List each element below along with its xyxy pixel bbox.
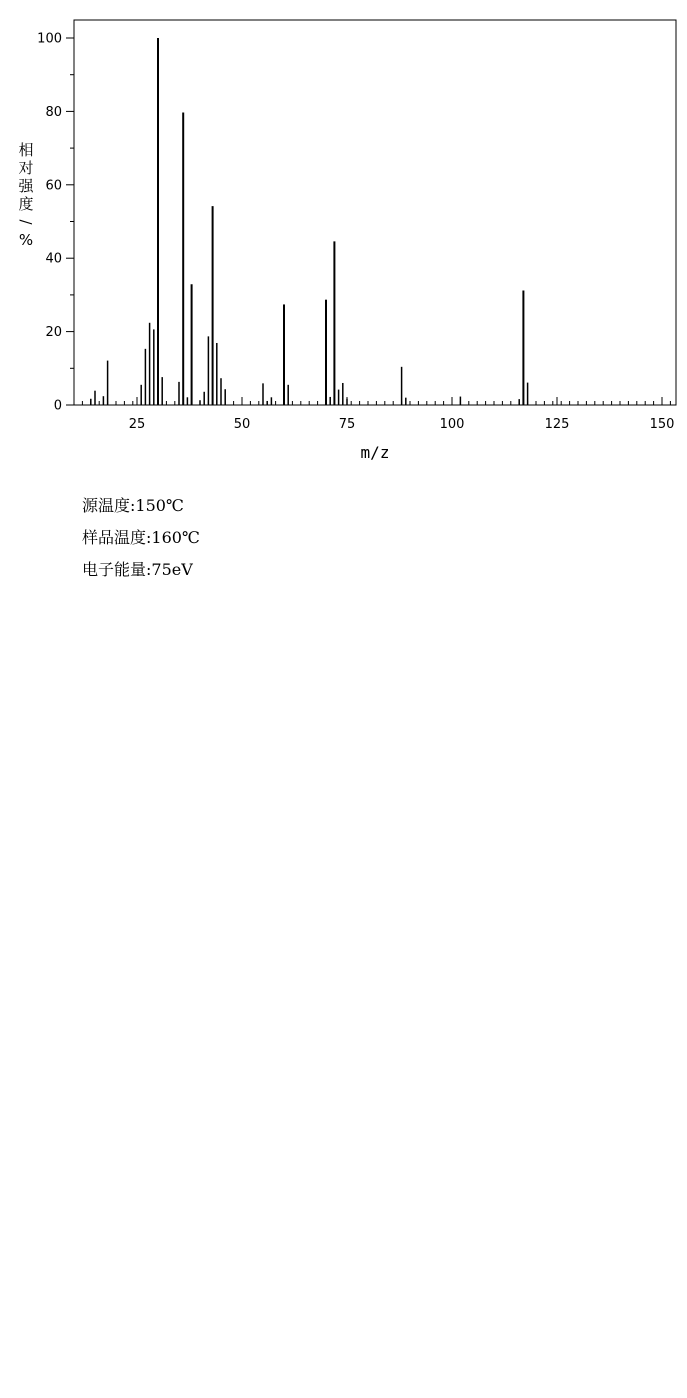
x-tick-label: 100 [439, 417, 465, 432]
x-tick-label: 150 [649, 417, 675, 432]
y-axis-title [17, 141, 35, 249]
y-axis-title-char: 对 [18, 159, 34, 177]
y-tick-label: 60 [45, 178, 62, 194]
y-tick-label: 40 [45, 251, 62, 267]
x-tick-label: 50 [233, 417, 251, 432]
condition-line: 样品温度:160℃ [82, 528, 200, 547]
y-axis-ticks [37, 32, 74, 414]
x-tick-label: 125 [544, 417, 570, 432]
y-tick-label: 80 [45, 104, 62, 120]
condition-line: 源温度:150℃ [82, 496, 184, 515]
y-axis-title-char: 度 [18, 195, 34, 213]
x-minor-ticks [82, 401, 670, 405]
x-tick-label: 25 [128, 417, 146, 432]
y-axis-title-char: / [17, 219, 35, 225]
measurement-conditions [82, 492, 200, 588]
spectrum-bars [91, 38, 528, 405]
y-minor-ticks [70, 75, 74, 369]
x-axis-title: m/z [360, 443, 390, 462]
condition-line: 电子能量:75eV [82, 560, 193, 579]
x-tick-label: 75 [338, 417, 356, 432]
y-axis-title-char: % [18, 231, 34, 249]
y-axis-title-char: 强 [18, 177, 34, 195]
y-tick-label: 20 [45, 325, 62, 341]
y-tick-label: 0 [53, 398, 62, 414]
plot-frame [74, 20, 676, 405]
y-tick-label: 100 [37, 31, 62, 47]
y-axis-title-char: 相 [18, 141, 34, 159]
mass-spectrum-chart [0, 0, 687, 470]
